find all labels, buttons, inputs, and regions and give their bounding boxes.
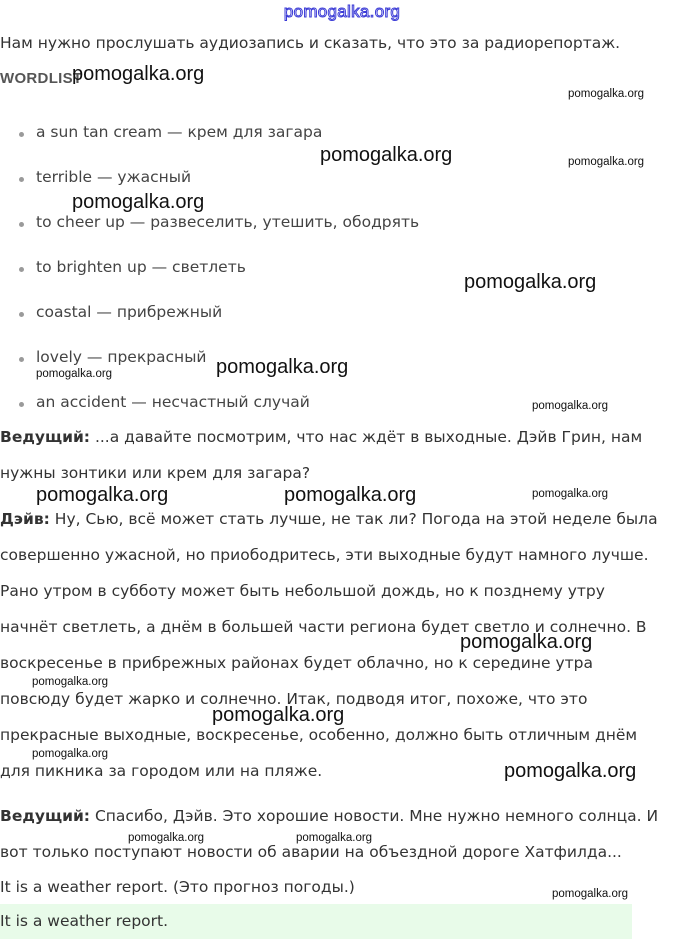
wordlist-item: an accident — несчастный случай <box>36 393 310 411</box>
intro-text: Нам нужно прослушать аудиозапись и сказать, что это за радиорепортаж. <box>0 34 621 52</box>
watermark: pomogalka.org <box>532 400 609 412</box>
transcript-line: прекрасные выходные, воскресенье, особенно, должно быть отличным днём <box>0 726 638 744</box>
wordlist-item: a sun tan cream — крем для загара <box>36 123 323 141</box>
wordlist-item: lovely — прекрасный <box>36 348 207 366</box>
watermark: pomogalka.org <box>532 488 609 500</box>
watermark: pomogalka.org <box>568 88 645 100</box>
wordlist-item: to cheer up — развеселить, утешить, ободрять <box>36 213 420 231</box>
answer-text: It is a weather report. <box>0 912 169 930</box>
watermark: pomogalka.org <box>72 63 205 85</box>
transcript-text: Ну, Сью, всё может стать лучше, не так ли? Погода на этой неделе была <box>49 510 658 528</box>
wordlist-item: coastal — прибрежный <box>36 303 223 321</box>
transcript-line <box>0 510 658 528</box>
watermark: pomogalka.org <box>568 156 645 168</box>
transcript-line: совершенно ужасной, но приободритесь, эти выходные будут намного лучше. <box>0 546 649 564</box>
site-logo[interactable]: pomogalka.org <box>283 2 401 21</box>
transcript-line: воскресенье в прибрежных районах будет облачно, но к середине утра <box>0 654 593 672</box>
watermark: pomogalka.org <box>320 144 453 166</box>
watermark: pomogalka.org <box>32 676 109 688</box>
transcript-line: вот только поступают новости об аварии на объездной дороге Хатфилда... <box>0 843 622 861</box>
watermark: pomogalka.org <box>36 484 169 506</box>
transcript-line: Рано утром в субботу может быть небольшой дождь, но к позднему утру <box>0 582 605 600</box>
speaker-label: Ведущий: <box>0 807 91 825</box>
watermark: pomogalka.org <box>72 191 205 213</box>
wordlist-title: WORDLIST <box>0 70 83 87</box>
transcript-text: Спасибо, Дэйв. Это хорошие новости. Мне нужно немного солнца. И <box>90 807 659 825</box>
watermark: pomogalka.org <box>296 832 373 844</box>
wordlist-item: terrible — ужасный <box>36 168 192 186</box>
transcript-text: ...а давайте посмотрим, что нас ждёт в выходные. Дэйв Грин, нам <box>90 428 643 446</box>
watermark: pomogalka.org <box>32 748 109 760</box>
transcript-line: начнёт светлеть, а днём в большей части региона будет светло и солнечно. В <box>0 618 647 636</box>
watermark: pomogalka.org <box>464 271 597 293</box>
watermark: pomogalka.org <box>128 832 205 844</box>
answer-explanation: It is a weather report. (Это прогноз погоды.) <box>0 878 355 896</box>
speaker-label: Ведущий: <box>0 428 91 446</box>
watermark: pomogalka.org <box>36 368 113 380</box>
transcript-line: повсюду будет жарко и солнечно. Итак, подводя итог, похоже, что это <box>0 690 588 708</box>
transcript-line: нужны зонтики или крем для загара? <box>0 464 311 482</box>
transcript-line <box>0 428 642 446</box>
watermark: pomogalka.org <box>552 888 629 900</box>
watermark: pomogalka.org <box>284 484 417 506</box>
answer-box <box>0 904 632 939</box>
watermark: pomogalka.org <box>212 704 345 726</box>
transcript-line: для пикника за городом или на пляже. <box>0 762 323 780</box>
watermark: pomogalka.org <box>216 356 349 378</box>
wordlist-item: to brighten up — светлеть <box>36 258 246 276</box>
watermark: pomogalka.org <box>504 760 637 782</box>
speaker-label: Дэйв: <box>0 510 50 528</box>
watermark: pomogalka.org <box>460 631 593 653</box>
transcript-line <box>0 807 658 825</box>
